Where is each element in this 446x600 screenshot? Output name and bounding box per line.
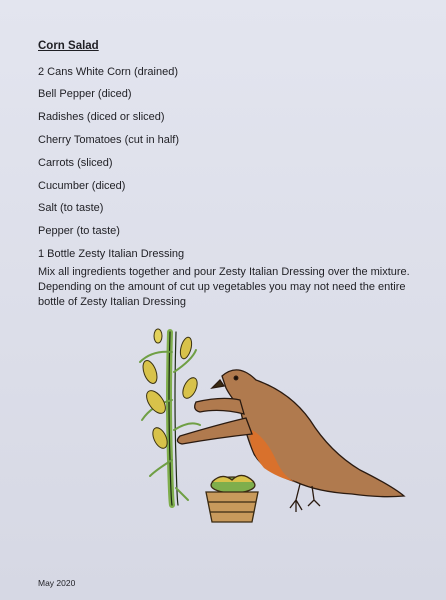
ingredient-item: Salt (to taste) — [38, 202, 104, 214]
ingredient-item: Radishes (diced or sliced) — [38, 111, 165, 123]
corn-basket — [206, 475, 258, 522]
corn-stalk — [140, 332, 200, 505]
ingredient-item: Cherry Tomatoes (cut in half) — [38, 134, 180, 146]
recipe-title: Corn Salad — [38, 40, 99, 52]
ingredient-item: Bell Pepper (diced) — [38, 88, 132, 100]
ingredient-item: Carrots (sliced) — [38, 157, 113, 169]
ingredient-item: 2 Cans White Corn (drained) — [38, 66, 179, 78]
ingredient-item: Cucumber (diced) — [38, 180, 126, 192]
recipe-instructions: Mix all ingredients together and pour Zesty Italian Dressing over the mixture. Depending on the amount of cut up vegetables you may not need the entire bottle of Zesty Italian Dressing — [38, 266, 410, 308]
date-note: May 2020 — [38, 578, 76, 588]
ingredient-item: 1 Bottle Zesty Italian Dressing — [38, 248, 185, 260]
ingredient-item: Pepper (to taste) — [38, 225, 120, 237]
bird-drawing — [177, 370, 404, 512]
